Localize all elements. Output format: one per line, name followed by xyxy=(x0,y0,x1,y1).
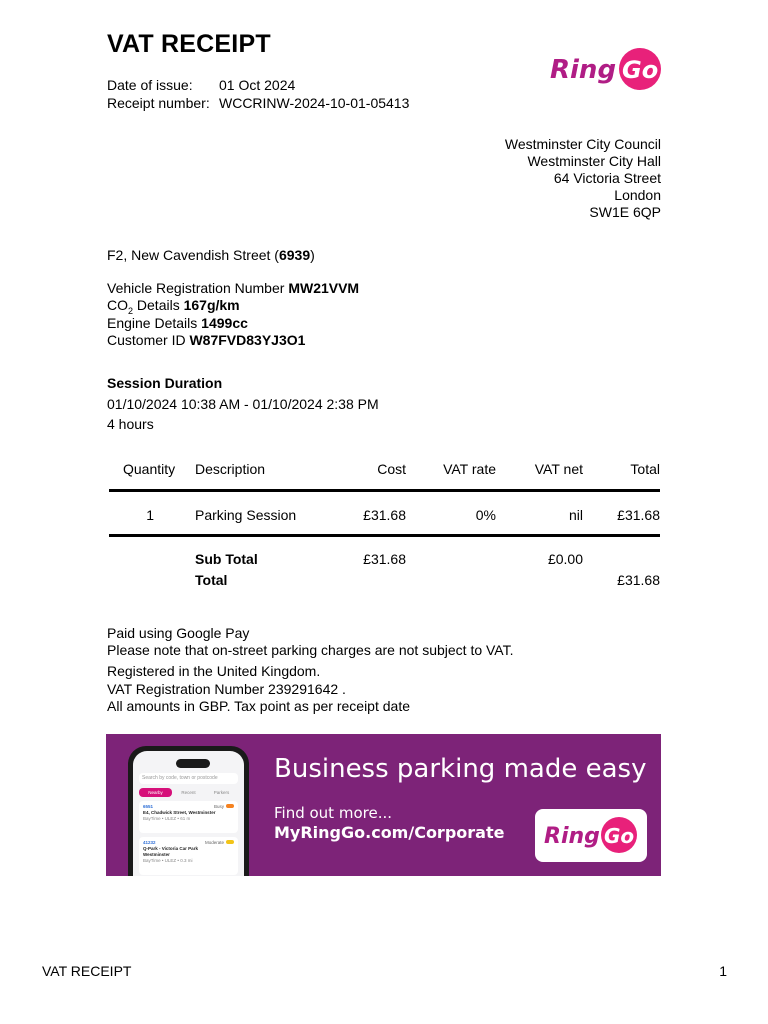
phone-mockup xyxy=(128,746,249,876)
ringgo-logo xyxy=(548,48,662,90)
address-line: Westminster City Council xyxy=(504,136,661,152)
co2-label: CO xyxy=(107,297,128,313)
phone-location-card xyxy=(139,801,238,833)
co2-subscript: 2 xyxy=(128,305,134,316)
subtotal-label: Sub Total xyxy=(195,551,258,567)
header-description: Description xyxy=(195,461,266,477)
vehicle-registration xyxy=(107,280,359,296)
payment-method: Paid using Google Pay xyxy=(107,625,250,641)
phone-tab-recent: Recent xyxy=(181,790,196,795)
total-label: Total xyxy=(195,572,228,588)
row-vat-rate: 0% xyxy=(475,507,496,523)
vat-registration-number: VAT Registration Number 239291642 . xyxy=(107,681,346,697)
card-subtitle: BayTime • ULEZ • 0.3 mi xyxy=(143,858,193,863)
banner-find-more: Find out more... xyxy=(274,804,392,822)
receipt-number-value: WCCRINW-2024-10-01-05413 xyxy=(219,95,410,111)
co2-label-rest: Details xyxy=(133,297,180,313)
date-of-issue-value: 01 Oct 2024 xyxy=(219,77,296,93)
engine-details xyxy=(107,315,248,331)
card-code: 6551 xyxy=(143,804,154,809)
banner-ringgo-logo xyxy=(535,809,647,862)
customer-id-label: Customer ID xyxy=(107,332,186,348)
phone-location-card xyxy=(139,837,238,875)
co2-value: 167g/km xyxy=(183,297,240,313)
subtotal-vat-net: £0.00 xyxy=(547,551,583,567)
subtotal-cost: £31.68 xyxy=(363,551,406,567)
session-range: 01/10/2024 10:38 AM - 01/10/2024 2:38 PM xyxy=(107,396,379,412)
row-description: Parking Session xyxy=(195,507,297,523)
moderate-indicator xyxy=(226,840,234,844)
co2-details xyxy=(107,297,240,316)
table-rule-top xyxy=(109,489,660,492)
phone-screen xyxy=(133,751,244,876)
address-line: Westminster City Hall xyxy=(527,153,661,169)
address-line: SW1E 6QP xyxy=(589,204,661,220)
receipt-number-label: Receipt number: xyxy=(107,95,210,111)
total-value: £31.68 xyxy=(617,572,660,588)
table-rule-bottom xyxy=(109,534,660,537)
row-total: £31.68 xyxy=(617,507,660,523)
registered-note: Registered in the United Kingdom. xyxy=(107,663,321,679)
engine-label: Engine Details xyxy=(107,315,198,331)
card-subtitle: BayTime • ULEZ • 61 m xyxy=(143,816,191,821)
banner-logo-text-ring: Ring xyxy=(544,824,600,849)
engine-value: 1499cc xyxy=(201,315,248,331)
banner-logo-text-go: Go xyxy=(604,824,635,848)
session-length: 4 hours xyxy=(107,416,154,432)
row-vat-net: nil xyxy=(568,507,583,523)
vehicle-reg-value: MW21VVM xyxy=(288,280,360,296)
address-line: 64 Victoria Street xyxy=(553,170,661,186)
banner-url-link[interactable]: MyRingGo.com/Corporate xyxy=(274,823,505,842)
business-parking-banner[interactable] xyxy=(106,734,661,876)
card-tag: Moderate xyxy=(204,840,224,845)
card-code: 41232 xyxy=(143,840,156,845)
phone-tab-parkers: Parkers xyxy=(213,790,230,795)
phone-notch xyxy=(176,759,210,768)
header-cost: Cost xyxy=(377,461,406,477)
header-vat-rate: VAT rate xyxy=(443,461,496,477)
vehicle-reg-label: Vehicle Registration Number xyxy=(107,280,285,296)
banner-headline: Business parking made easy xyxy=(274,754,647,784)
address-line: London xyxy=(614,187,661,203)
footer-title: VAT RECEIPT xyxy=(42,963,132,979)
location-code: 6939 xyxy=(278,247,311,263)
session-heading: Session Duration xyxy=(107,375,223,391)
logo-text-go: Go xyxy=(622,56,659,84)
customer-id xyxy=(107,332,305,348)
header-vat-net: VAT net xyxy=(534,461,583,477)
logo-text-ring: Ring xyxy=(550,55,617,85)
header-total: Total xyxy=(630,461,660,477)
vat-note: Please note that on-street parking charges are not subject to VAT. xyxy=(107,642,514,658)
card-tag: Busy xyxy=(213,804,224,809)
date-of-issue-label: Date of issue: xyxy=(107,77,193,93)
phone-search-input: Search by code, town or postcode xyxy=(139,773,238,784)
busy-indicator xyxy=(226,804,234,808)
card-place: Westminster xyxy=(143,852,170,857)
card-title: Q-Park - Victoria Car Park xyxy=(143,846,198,851)
location-name: F2, New Cavendish Street ( xyxy=(107,247,279,263)
phone-tab-nearby: Nearby xyxy=(139,788,172,797)
parking-location xyxy=(107,247,315,263)
customer-id-value: W87FVD83YJ3O1 xyxy=(189,332,306,348)
phone-tabs xyxy=(139,788,238,797)
receipt-title: VAT RECEIPT xyxy=(107,30,271,58)
currency-note: All amounts in GBP. Tax point as per receipt date xyxy=(107,698,410,714)
location-suffix: ) xyxy=(310,247,315,263)
page-number: 1 xyxy=(719,963,727,979)
header-quantity: Quantity xyxy=(123,461,176,477)
row-quantity: 1 xyxy=(146,507,154,523)
council-address xyxy=(505,136,661,221)
row-cost: £31.68 xyxy=(363,507,406,523)
card-title: E4, Chadwick Street, Westminster xyxy=(143,810,216,815)
